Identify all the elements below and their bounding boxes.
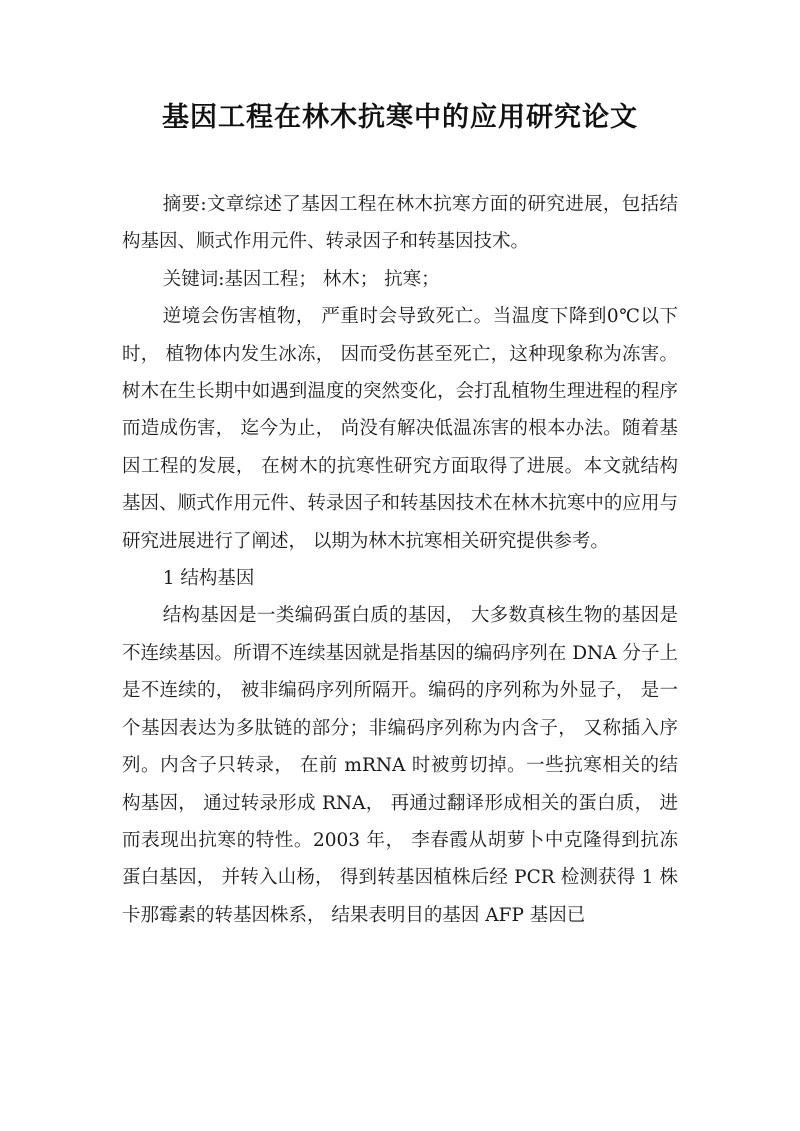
keywords-label: 关键词: — [162, 268, 225, 290]
section-1-heading: 1 结构基因 — [162, 568, 255, 590]
keywords-text: 基因工程； 林木； 抗寒； — [224, 268, 440, 290]
section-1-paragraph: 结构基因是一类编码蛋白质的基因， 大多数真核生物的基因是不连续基因。所谓不连续基因就是指基因的编码序列在 DNA 分子上是不连续的， 被非编码序列所隔开。编码的序列称为外显子， 是一个基因表达为多肽链的部分；非编码序列称为内含子， 又称插入序列。内含子只转录， 在前 mRNA 时被剪切掉。一些抗寒相关的结构基因， 通过转录形成 RNA， 再通过翻译形成相关的蛋白质， 进而表现出抗寒的特性。2003 年， 李春霞从胡萝卜中克隆得到抗冻蛋白基因， 并转入山杨， 得到转基因植株后经 PCR 检测获得 1 株卡那霉素的转基因株系， 结果表明目的基因 AFP 基因已 — [122, 605, 678, 926]
keywords-paragraph — [122, 261, 678, 298]
document-body — [122, 186, 678, 934]
intro-paragraph: 逆境会伤害植物， 严重时会导致死亡。当温度下降到0℃以下时， 植物体内发生冰冻， 因而受伤甚至死亡，这种现象称为冻害。树木在生长期中如遇到温度的突然变化，会打乱植物生理进程的程序而造成伤害， 迄今为止， 尚没有解决低温冻害的根本办法。随着基因工程的发展， 在树木的抗寒性研究方面取得了进展。本文就结构基因、顺式作用元件、转录因子和转基因技术在林木抗寒中的应用与研究进展进行了阐述， 以期为林木抗寒相关研究提供参考。 — [122, 306, 678, 552]
document-title: 基因工程在林木抗寒中的应用研究论文 — [162, 102, 638, 133]
abstract-text: 文章综述了基因工程在林木抗寒方面的研究进展，包括结构基因、顺式作用元件、转录因子和转基因技术。 — [122, 194, 678, 253]
abstract-label: 摘要: — [162, 194, 207, 215]
abstract-paragraph — [122, 186, 678, 261]
